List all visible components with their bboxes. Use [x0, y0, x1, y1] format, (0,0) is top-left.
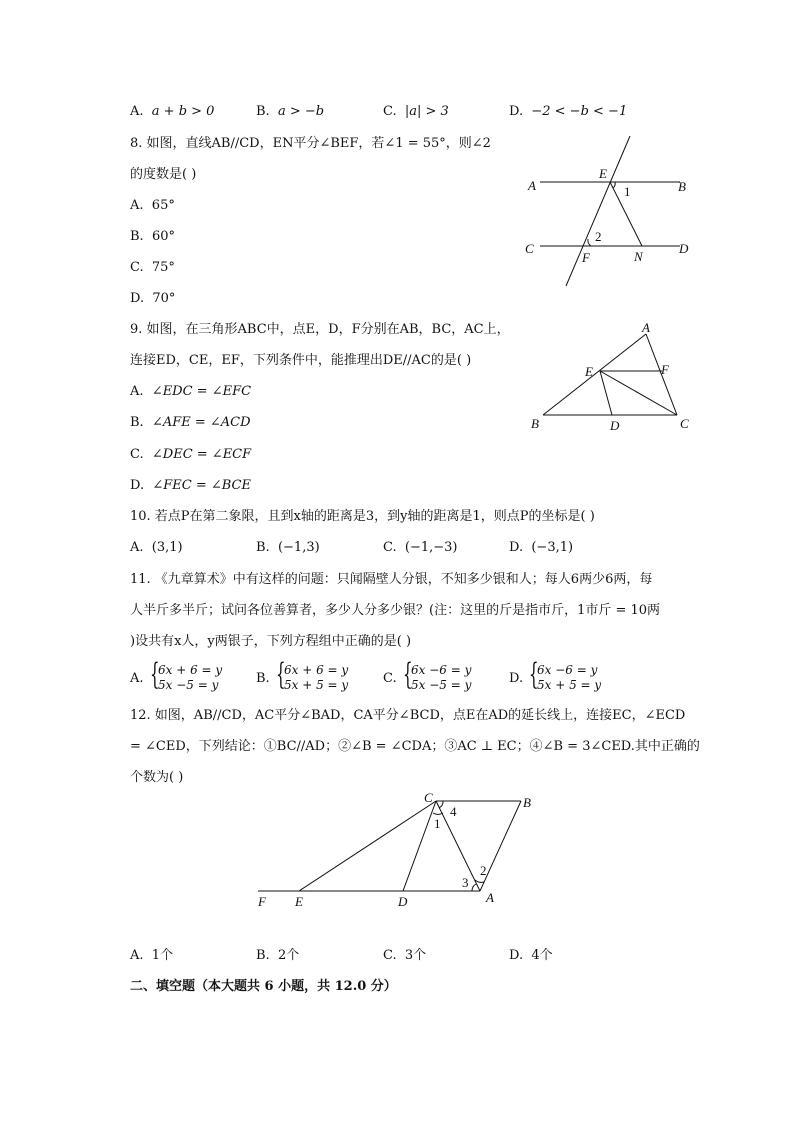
- label-n: N: [634, 249, 643, 264]
- segment-ec: [600, 371, 677, 415]
- angle-1-arc: [613, 182, 615, 188]
- label-d: D: [610, 418, 620, 433]
- equation-1: 6x + 6 = y: [284, 663, 349, 677]
- label-b: B: [523, 795, 531, 810]
- q12-option-d: D. 4个: [509, 948, 553, 963]
- q10-option-d: D. (−3,1): [509, 540, 574, 555]
- label-b: B: [531, 416, 539, 431]
- q10-stem-line1: 10. 若点P在第二象限，且到x轴的距离是3，到y轴的距离是1，则点P的坐标是( ): [130, 509, 595, 524]
- q8-stem-line2: 的度数是( ): [130, 167, 197, 182]
- q9-figure: [525, 320, 700, 440]
- q8-figure: [520, 130, 700, 290]
- label-d: D: [679, 241, 689, 256]
- q7-option-b: B. a > −b: [256, 104, 325, 119]
- label-c: C: [424, 790, 433, 805]
- label-2: 2: [480, 863, 487, 878]
- equation-1: 6x −6 = y: [537, 663, 598, 677]
- q12-option-c: C. 3个: [383, 948, 427, 963]
- label-a: A: [642, 320, 650, 335]
- q10-option-c: C. (−1,−3): [383, 540, 458, 555]
- label-e: E: [585, 364, 593, 379]
- q11-option-a-system: [150, 657, 250, 693]
- q12-option-a: A. 1个: [130, 948, 174, 963]
- q12-option-b: B. 2个: [256, 948, 300, 963]
- q11-option-d-letter: D.: [509, 671, 524, 686]
- brace-icon: {: [150, 657, 160, 692]
- label-1: 1: [434, 816, 441, 831]
- section-2-title: 二、填空题（本大题共 6 小题，共 12.0 分）: [130, 979, 397, 994]
- label-d: D: [398, 894, 408, 909]
- brace-icon: {: [403, 657, 413, 692]
- q10-option-a: A. (3,1): [130, 540, 183, 555]
- angle-1-arc: [433, 813, 443, 814]
- q9-option-b: B. ∠AFE = ∠ACD: [130, 415, 251, 430]
- label-c: C: [680, 416, 689, 431]
- equation-2: 5x + 5 = y: [284, 678, 349, 692]
- q11-stem-line2: 人半斤多半斤；试问各位善算者，多少人分多少银？(注：这里的斤是指市斤，1市斤 = 10两: [130, 603, 661, 618]
- q11-option-b-system: [276, 657, 376, 693]
- label-2: 2: [595, 229, 602, 244]
- q11-option-b-letter: B.: [256, 671, 270, 686]
- label-e: E: [295, 894, 303, 909]
- equation-2: 5x −5 = y: [158, 678, 219, 692]
- q9-option-c: C. ∠DEC = ∠ECF: [130, 447, 252, 462]
- q8-option-d: D. 70°: [130, 291, 176, 306]
- label-1: 1: [624, 184, 631, 199]
- q12-stem-line1: 12. 如图，AB//CD，AC平分∠BAD，CA平分∠BCD，点E在AD的延长线上，连接EC，∠ECD: [130, 708, 686, 723]
- brace-icon: {: [529, 657, 539, 692]
- label-a: A: [528, 178, 536, 193]
- side-ba: [543, 334, 646, 415]
- q11-option-c-letter: C.: [383, 671, 397, 686]
- q7-option-c: C. |a| > 3: [383, 104, 449, 119]
- segment-ca: [436, 801, 480, 891]
- label-a: A: [486, 890, 494, 905]
- q8-option-b: B. 60°: [130, 229, 175, 244]
- angle-3-arc: [472, 884, 476, 891]
- equation-1: 6x + 6 = y: [158, 663, 223, 677]
- angle-2-arc: [475, 880, 484, 882]
- segment-ed: [600, 371, 612, 415]
- q12-stem-line2: = ∠CED，下列结论：①BC//AD；②∠B = ∠CDA；③AC ⊥ EC；④∠B = 3∠CED.其中正确的: [130, 739, 700, 754]
- q9-option-a: A. ∠EDC = ∠EFC: [130, 384, 252, 399]
- q11-option-c-system: [403, 657, 503, 693]
- label-b: B: [678, 179, 686, 194]
- angle-2-arc: [588, 239, 591, 246]
- label-e: E: [599, 166, 607, 181]
- equation-1: 6x −6 = y: [411, 663, 472, 677]
- label-c: C: [525, 241, 534, 256]
- equation-2: 5x −5 = y: [411, 678, 472, 692]
- q9-stem-line1: 9. 如图，在三角形ABC中，点E，D，F分别在AB，BC，AC上，: [130, 322, 510, 337]
- q11-stem-line3: )设共有x人，y两银子，下列方程组中正确的是( ): [130, 634, 412, 649]
- q9-stem-line2: 连接ED，CE，EF，下列条件中，能推理出DE//AC的是( ): [130, 353, 472, 368]
- q12-stem-line3: 个数为( ): [130, 770, 184, 785]
- q9-option-d: D. ∠FEC = ∠BCE: [130, 478, 251, 493]
- q8-stem-line1: 8. 如图，直线AB//CD，EN平分∠BEF，若∠1 = 55°，则∠2: [130, 136, 491, 151]
- segment-cd: [403, 801, 436, 891]
- q11-option-d-system: [529, 657, 629, 693]
- q7-option-d: D. −2 < −b < −1: [509, 104, 628, 119]
- label-3: 3: [462, 875, 469, 890]
- label-f: F: [258, 894, 266, 909]
- label-f: F: [582, 250, 590, 265]
- q12-figure: [250, 790, 550, 915]
- q11-option-a-letter: A.: [130, 671, 144, 686]
- q7-option-a: A. a + b > 0: [130, 104, 215, 119]
- label-f: F: [661, 362, 669, 377]
- angle-4-arc: [439, 801, 443, 808]
- q8-option-a: A. 65°: [130, 198, 175, 213]
- q11-stem-line1: 11. 《九章算术》中有这样的问题：只闻隔壁人分银，不知多少银和人；每人6两少6两，每: [130, 572, 653, 587]
- q8-option-c: C. 75°: [130, 260, 175, 275]
- label-4: 4: [450, 804, 457, 819]
- brace-icon: {: [276, 657, 286, 692]
- segment-ce: [299, 801, 436, 891]
- transversal-ef: [566, 136, 630, 286]
- equation-2: 5x + 5 = y: [537, 678, 602, 692]
- q10-option-b: B. (−1,3): [256, 540, 320, 555]
